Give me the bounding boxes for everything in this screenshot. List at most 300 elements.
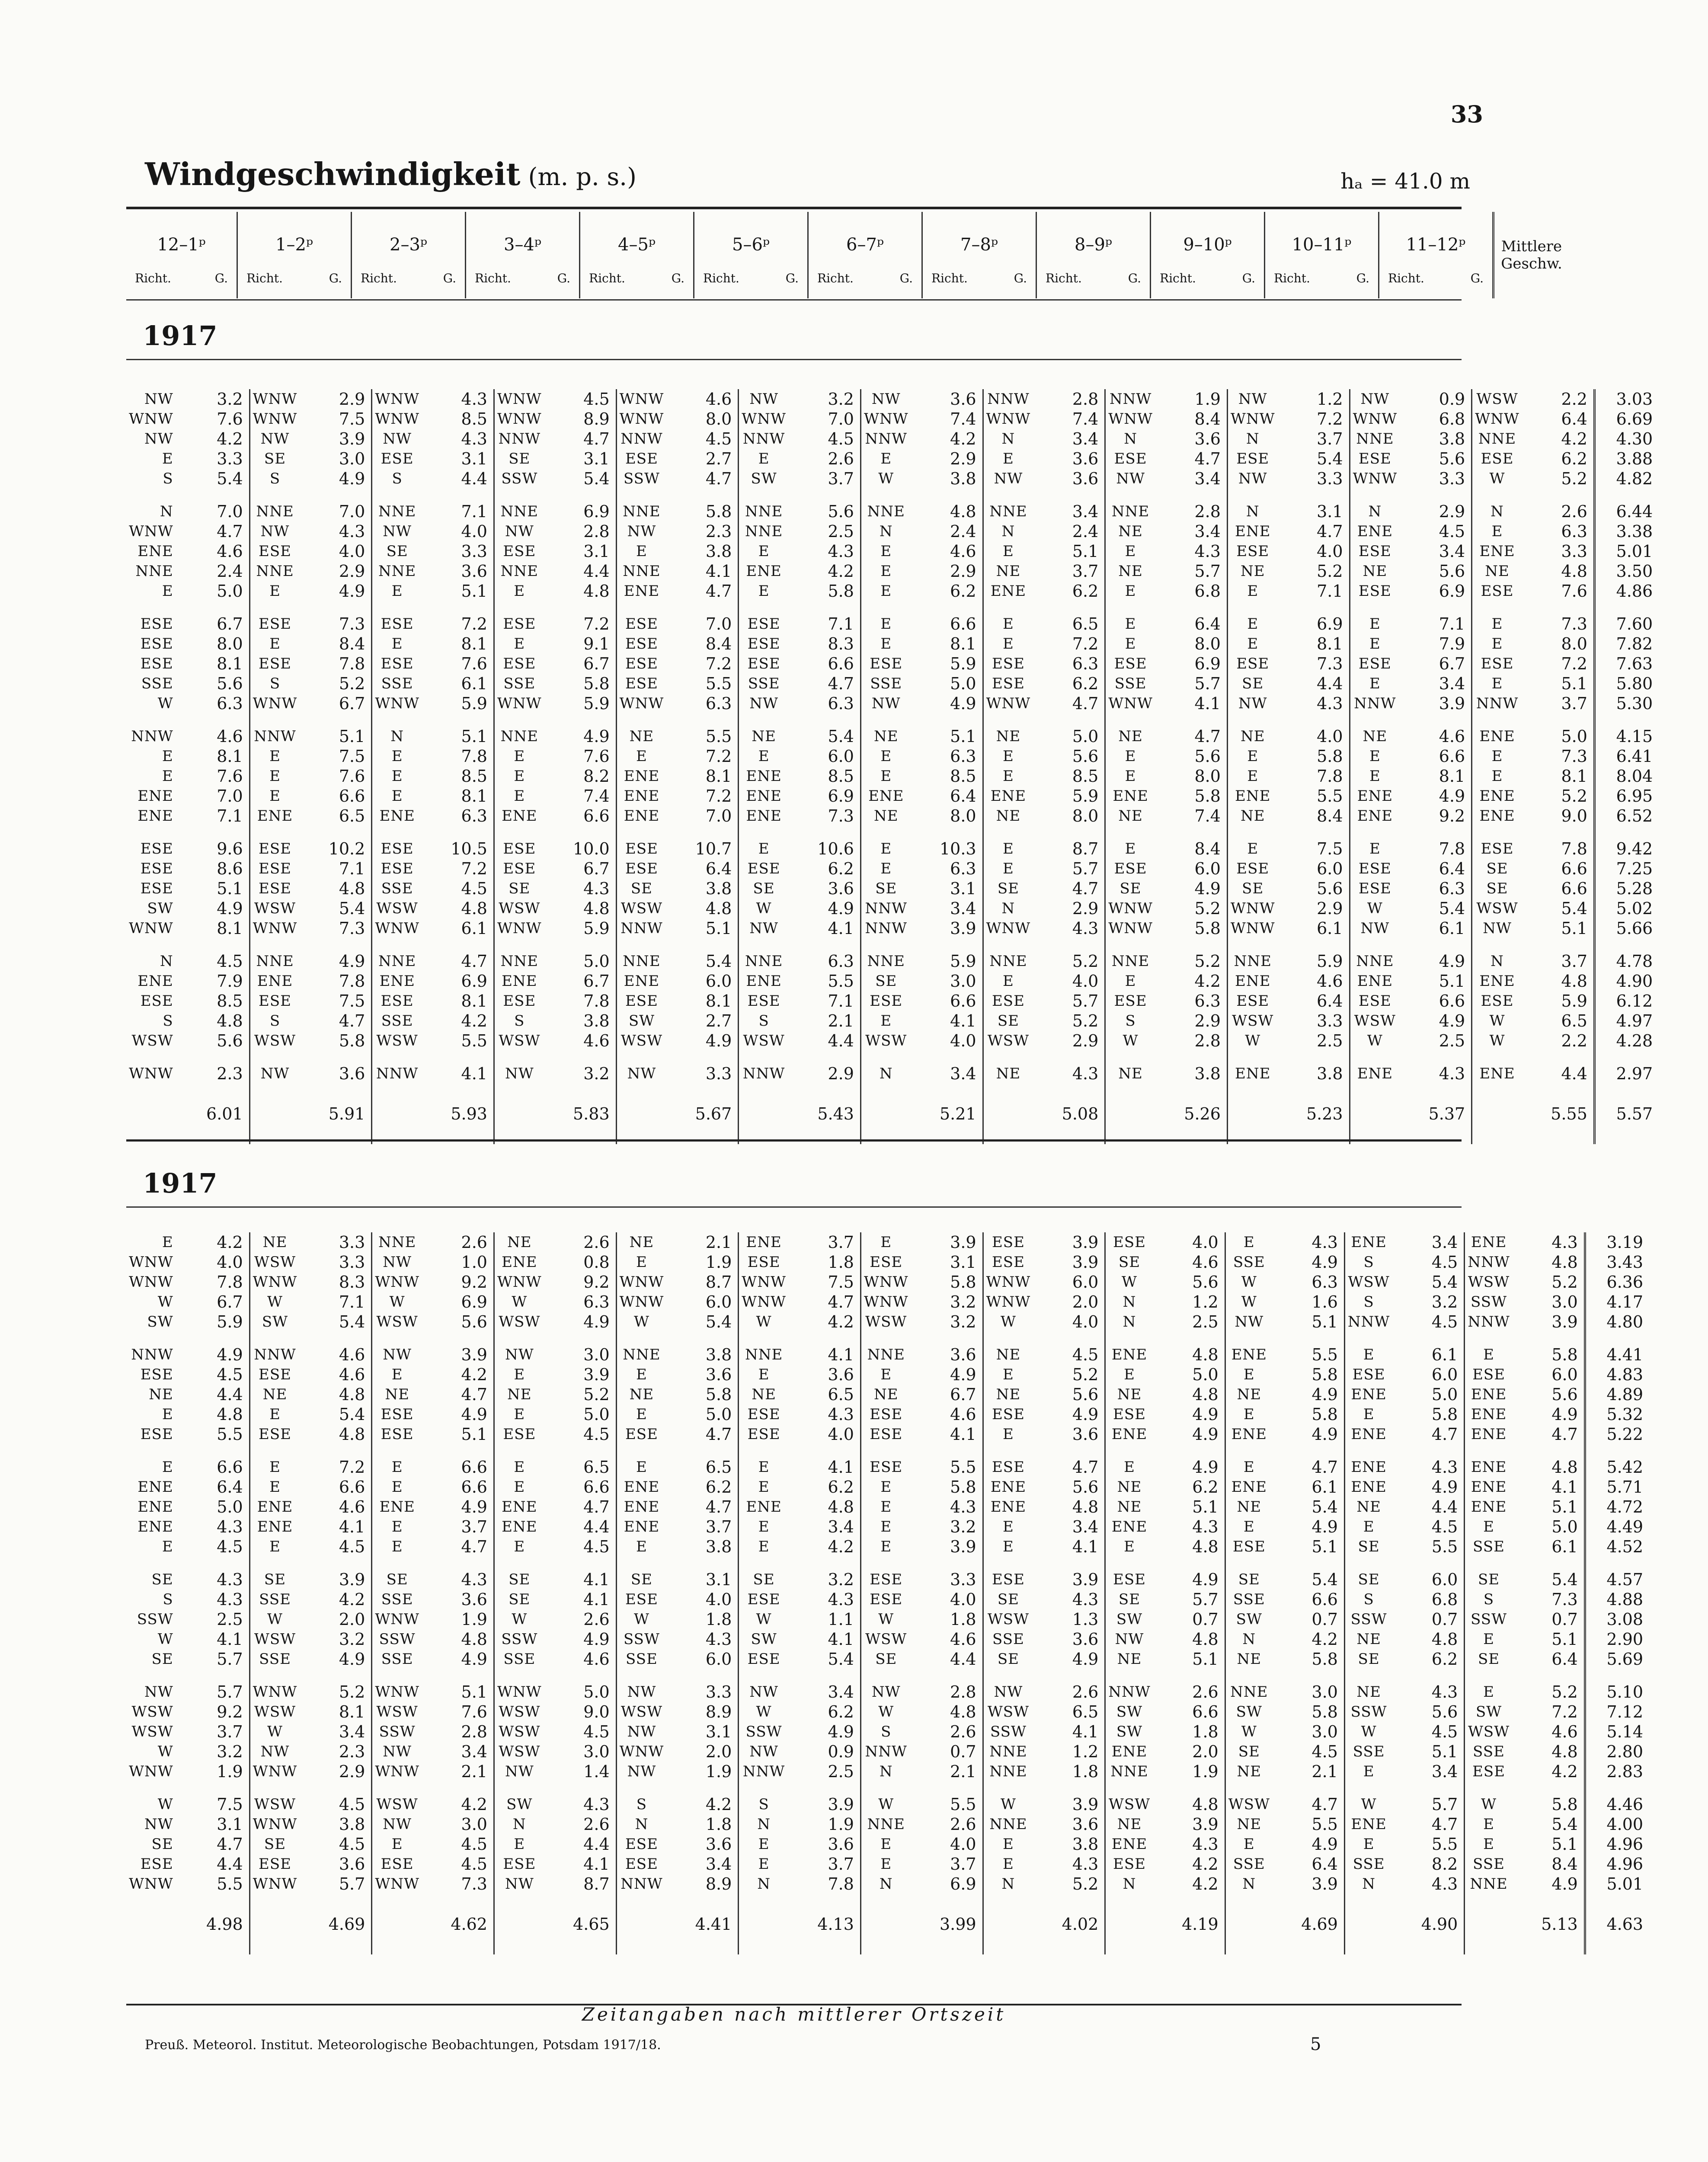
speed-cell: 4.1 [666, 561, 739, 581]
direction-cell: ENE [1231, 1346, 1267, 1363]
speed-cell: 8.5 [1033, 766, 1105, 786]
direction-cell: WNW [129, 1273, 173, 1291]
gap-cell [1344, 1781, 1392, 1794]
direction-cell: NE [1356, 1631, 1381, 1648]
direction-cell: ESE [503, 860, 536, 877]
gap-cell [789, 1051, 861, 1064]
speed-cell: 3.2 [178, 1742, 250, 1762]
direction-cell: ESE [1358, 992, 1391, 1010]
direction-cell: E [514, 1836, 525, 1853]
speed-cell: 4.5 [544, 1424, 617, 1444]
direction-cell: NW [260, 1743, 290, 1760]
subheader [355, 271, 462, 285]
speed-cell: 5.0 [911, 674, 983, 694]
direction-cell: E [758, 1855, 770, 1873]
speed-cell: 5.6 [1400, 561, 1472, 581]
gap-cell [300, 826, 372, 839]
direction-cell: ENE [1235, 787, 1271, 805]
gap-cell [739, 1669, 789, 1682]
speed-cell: 5.7 [1392, 1794, 1465, 1814]
speed-cell: 5.6 [1400, 449, 1472, 469]
speed-cell: 5.4 [1513, 1570, 1585, 1590]
speed-cell: 6.9 [1155, 654, 1228, 674]
direction-cell: E [1247, 615, 1259, 633]
speed-cell: 3.4 [1392, 1762, 1465, 1781]
direction-cell: W [267, 1293, 283, 1311]
speed-cell: 6.8 [1392, 1590, 1465, 1609]
direction-cell: ENE [138, 1478, 173, 1496]
speed-cell: 4.3 [422, 1570, 494, 1590]
direction-cell: ESE [1232, 1538, 1266, 1555]
speed-cell: 8.0 [1155, 634, 1228, 654]
mean-cell: 6.69 [1594, 409, 1673, 429]
speed-cell: 4.8 [911, 1702, 983, 1722]
gap-cell [1227, 489, 1277, 502]
speed-cell: 5.5 [1392, 1834, 1465, 1854]
direction-cell: E [1003, 1366, 1014, 1383]
gap-cell [1465, 1332, 1513, 1345]
table-row [126, 1312, 1664, 1332]
direction-cell: N [879, 1065, 893, 1082]
speed-cell: 0.7 [1392, 1609, 1465, 1629]
gap-cell [422, 489, 494, 502]
direction-cell: E [880, 1518, 892, 1535]
speed-cell: 7.6 [178, 766, 250, 786]
speed-cell: 9.2 [422, 1272, 494, 1292]
direction-cell: ENE [1111, 1518, 1148, 1535]
gap-cell [178, 1051, 250, 1064]
mean-cell: 5.22 [1585, 1424, 1664, 1444]
mean-cell: 4.15 [1594, 726, 1673, 746]
direction-cell: ESE [1481, 450, 1514, 467]
speed-cell: 6.0 [1278, 859, 1350, 879]
speed-cell: 3.9 [1273, 1874, 1345, 1894]
gap-cell [1278, 601, 1350, 614]
direction-cell: E [758, 582, 770, 600]
direction-cell: NNE [867, 1346, 905, 1363]
direction-cell: E [391, 768, 403, 785]
speed-cell: 6.2 [1033, 581, 1105, 601]
mean-cell: 4.83 [1585, 1365, 1664, 1385]
speed-cell: 4.2 [422, 1011, 494, 1031]
speed-cell: 3.6 [666, 1365, 739, 1385]
direction-cell: NW [994, 470, 1023, 487]
gap-cell [739, 1332, 789, 1345]
direction-cell: S [163, 1012, 173, 1030]
speed-cell: 6.4 [1278, 991, 1350, 1011]
speed-cell: 2.3 [300, 1742, 372, 1762]
direction-cell: E [391, 787, 403, 805]
direction-cell: NNW [865, 900, 907, 917]
table-row [126, 766, 1673, 786]
gap-cell [666, 713, 739, 726]
direction-cell: ENE [1111, 1426, 1148, 1443]
data-table [126, 389, 1673, 1144]
speed-cell: 6.3 [911, 859, 983, 879]
direction-cell: SSE [1233, 1254, 1265, 1271]
direction-cell: SSE [1473, 1855, 1505, 1873]
group-gap [126, 938, 1673, 951]
speed-cell: 6.3 [178, 694, 250, 713]
table-row [126, 389, 1673, 409]
speed-cell: 4.5 [1392, 1312, 1465, 1332]
speed-cell: 8.3 [300, 1272, 372, 1292]
gap-cell [1585, 1332, 1664, 1345]
speed-subheader: G. [1128, 271, 1141, 285]
speed-cell: 4.7 [1155, 726, 1228, 746]
direction-cell: NW [627, 523, 656, 540]
direction-cell: ESE [381, 1426, 414, 1443]
table-row [126, 1590, 1664, 1609]
gap-cell [1392, 1444, 1465, 1457]
speed-cell: 3.9 [1033, 1232, 1105, 1252]
speed-cell: 3.3 [1522, 541, 1595, 561]
speed-cell: 7.2 [422, 614, 494, 634]
direction-cell: N [1001, 900, 1015, 917]
direction-cell: SE [1478, 1571, 1500, 1588]
speed-cell: 5.2 [1513, 1272, 1585, 1292]
gap-cell [983, 1444, 1033, 1457]
gap-cell [1400, 826, 1472, 839]
direction-cell: ESE [1113, 1406, 1146, 1423]
direction-subheader: Richt. [703, 271, 739, 285]
direction-cell: ENE [1231, 1478, 1267, 1496]
hour-label: 12–1ᵖ [157, 234, 206, 255]
gap-cell [789, 1557, 861, 1570]
direction-cell: ENE [624, 807, 660, 825]
speed-cell: 4.9 [1153, 1404, 1225, 1424]
direction-cell: E [269, 1538, 281, 1555]
speed-cell: 5.2 [1033, 1874, 1105, 1894]
direction-cell: ENE [1471, 1458, 1507, 1476]
direction-cell: ESE [503, 840, 536, 857]
speed-cell: 2.9 [911, 449, 983, 469]
direction-cell: W [756, 1611, 772, 1628]
direction-cell: ESE [992, 655, 1025, 672]
direction-cell: ESE [870, 1406, 903, 1423]
speed-cell: 5.7 [300, 1874, 372, 1894]
direction-cell: ESE [1481, 992, 1514, 1010]
speed-cell: 4.1 [1155, 694, 1228, 713]
gap-cell [126, 826, 178, 839]
direction-cell: SE [1358, 1650, 1380, 1668]
direction-cell: S [758, 1796, 769, 1813]
speed-cell: 4.3 [178, 1517, 250, 1537]
direction-cell: W [1367, 1032, 1383, 1049]
gap-cell [178, 1332, 250, 1345]
speed-cell: 5.1 [422, 1424, 494, 1444]
direction-cell: WSW [1348, 1273, 1390, 1291]
speed-cell: 1.8 [789, 1252, 861, 1272]
direction-cell: NNE [378, 503, 416, 520]
speed-cell: 3.2 [911, 1517, 983, 1537]
direction-cell: NNW [1476, 695, 1519, 712]
speed-cell: 4.2 [300, 1590, 372, 1609]
gap-cell [1344, 1557, 1392, 1570]
direction-cell: WNW [1475, 410, 1519, 428]
direction-cell: E [1491, 635, 1503, 652]
table-row [126, 541, 1673, 561]
direction-cell: ENE [257, 1518, 293, 1535]
speed-cell: 6.0 [1033, 1272, 1105, 1292]
speed-cell: 6.3 [422, 806, 494, 826]
speed-cell: 4.2 [178, 429, 250, 449]
direction-cell: WSW [1108, 1796, 1151, 1813]
direction-cell: WNW [1108, 900, 1153, 917]
gap-cell [739, 713, 789, 726]
direction-cell: E [1491, 615, 1503, 633]
speed-cell: 1.4 [544, 1762, 617, 1781]
speed-cell: 2.8 [544, 521, 617, 541]
gap-cell [616, 713, 666, 726]
column-header [808, 212, 922, 298]
speed-cell: 4.8 [1513, 1252, 1585, 1272]
direction-cell: ENE [1351, 1386, 1387, 1403]
speed-cell: 6.2 [789, 1477, 861, 1497]
direction-cell: E [1003, 1855, 1014, 1873]
speed-cell: 4.9 [1153, 1424, 1225, 1444]
gap-cell [1522, 489, 1595, 502]
table-header [126, 212, 1569, 298]
direction-cell: WNW [129, 1254, 173, 1271]
gap-cell [544, 1669, 617, 1682]
speed-cell: 3.6 [1033, 1629, 1105, 1649]
speed-cell: 5.6 [1155, 746, 1228, 766]
direction-subheader: Richt. [135, 271, 171, 285]
gap-cell [178, 938, 250, 951]
speed-cell: 5.6 [1033, 1385, 1105, 1404]
direction-cell: SE [386, 1571, 408, 1588]
speed-cell: 7.5 [300, 746, 372, 766]
speed-cell: 2.7 [666, 1011, 739, 1031]
hourly-mean: 5.08 [1033, 1084, 1105, 1144]
speed-cell: 2.6 [544, 1609, 617, 1629]
speed-cell: 8.3 [789, 634, 861, 654]
direction-cell: E [1125, 615, 1136, 633]
direction-cell: W [878, 470, 894, 487]
direction-cell: N [879, 1875, 893, 1893]
speed-cell: 2.9 [911, 561, 983, 581]
direction-cell: N [390, 728, 404, 745]
direction-cell: N [1362, 1875, 1375, 1893]
direction-cell: NE [1237, 1386, 1262, 1403]
speed-cell: 8.7 [1033, 839, 1105, 859]
empty-cell [1227, 1084, 1277, 1144]
direction-cell: ESE [259, 860, 291, 877]
direction-cell: NW [383, 1254, 412, 1271]
group-gap [126, 1781, 1664, 1794]
direction-cell: W [1489, 1032, 1505, 1049]
gap-cell [983, 1669, 1033, 1682]
speed-cell: 5.5 [911, 1794, 983, 1814]
gap-cell [1472, 489, 1522, 502]
speed-cell: 6.1 [1400, 918, 1472, 938]
gap-cell [494, 938, 544, 951]
mean-cell: 4.89 [1585, 1385, 1664, 1404]
speed-cell: 4.3 [1153, 1834, 1225, 1854]
direction-cell: ESE [625, 635, 658, 652]
table-row [126, 971, 1673, 991]
direction-cell: NE [1117, 1650, 1142, 1668]
direction-cell: E [1243, 1518, 1255, 1535]
gap-cell [1105, 938, 1155, 951]
direction-cell: SE [151, 1836, 173, 1853]
gap-cell [178, 601, 250, 614]
speed-cell: 7.8 [1278, 766, 1350, 786]
speed-cell: 7.0 [178, 502, 250, 521]
direction-cell: N [1001, 1875, 1015, 1893]
speed-cell: 3.2 [789, 389, 861, 409]
gap-cell [249, 1781, 300, 1794]
table-row [126, 1385, 1664, 1404]
direction-cell: E [1243, 1836, 1255, 1853]
speed-subheader: G. [1014, 271, 1027, 285]
gap-cell [1033, 826, 1105, 839]
direction-cell: SSE [1353, 1743, 1385, 1760]
direction-cell: E [1247, 840, 1259, 857]
mean-cell: 6.36 [1585, 1272, 1664, 1292]
speed-cell: 2.5 [1400, 1031, 1472, 1051]
direction-cell: ENE [257, 1498, 293, 1516]
empty-cell [1225, 1894, 1273, 1954]
gap-cell [494, 601, 544, 614]
speed-cell: 6.6 [1400, 746, 1472, 766]
direction-cell: S [269, 1012, 281, 1030]
speed-cell: 7.5 [178, 1794, 250, 1814]
direction-cell: SE [509, 1571, 531, 1588]
direction-cell: NE [996, 1346, 1021, 1363]
direction-cell: NE [1240, 728, 1265, 745]
direction-cell: NE [1118, 807, 1143, 825]
speed-cell: 7.4 [544, 786, 617, 806]
speed-cell: 7.6 [422, 654, 494, 674]
direction-cell: ENE [379, 807, 415, 825]
table-row [126, 1011, 1673, 1031]
gap-cell [372, 826, 422, 839]
gap-cell [494, 1669, 544, 1682]
direction-cell: SE [875, 880, 897, 897]
direction-cell: SSE [141, 675, 173, 692]
speed-cell: 4.6 [1278, 971, 1350, 991]
direction-cell: E [1483, 1816, 1494, 1833]
hourly-mean: 5.13 [1513, 1894, 1585, 1954]
hourly-mean: 4.98 [178, 1894, 250, 1954]
speed-cell: 3.9 [911, 918, 983, 938]
speed-cell: 4.3 [544, 1794, 617, 1814]
direction-cell: E [880, 860, 892, 877]
speed-cell: 4.0 [666, 1590, 739, 1609]
column-header [466, 212, 580, 298]
speed-cell: 5.6 [789, 502, 861, 521]
subheader [1268, 271, 1375, 285]
direction-cell: SE [997, 1012, 1019, 1030]
direction-cell: W [633, 1313, 649, 1330]
direction-cell: NE [1356, 1498, 1381, 1516]
speed-cell: 4.0 [911, 1590, 983, 1609]
gap-cell [544, 938, 617, 951]
speed-cell: 7.8 [789, 1874, 861, 1894]
speed-cell: 4.0 [911, 1834, 983, 1854]
speed-cell: 4.3 [1033, 918, 1105, 938]
speed-cell: 5.5 [1273, 1814, 1345, 1834]
direction-cell: ENE [624, 768, 660, 785]
gap-cell [1227, 826, 1277, 839]
subheader [1154, 271, 1261, 285]
speed-cell: 8.0 [1155, 766, 1228, 786]
speed-cell: 8.4 [1278, 806, 1350, 826]
direction-cell: W [1123, 1032, 1139, 1049]
speed-cell: 5.6 [1513, 1385, 1585, 1404]
speed-cell: 5.6 [178, 674, 250, 694]
gap-cell [616, 1557, 666, 1570]
gap-cell [860, 826, 911, 839]
speed-cell: 3.0 [911, 971, 983, 991]
speed-cell: 4.7 [1155, 449, 1228, 469]
speed-cell: 3.3 [911, 1570, 983, 1590]
direction-cell: ESE [625, 615, 658, 633]
direction-cell: WNW [497, 390, 542, 408]
gap-cell [1472, 1051, 1522, 1064]
speed-cell: 7.2 [666, 786, 739, 806]
gap-cell [300, 489, 372, 502]
direction-cell: E [1125, 543, 1136, 560]
speed-cell: 4.2 [789, 1537, 861, 1557]
direction-cell: E [1363, 1836, 1375, 1853]
direction-cell: ESE [140, 1426, 173, 1443]
direction-cell: E [1124, 1458, 1135, 1476]
speed-cell: 4.5 [300, 1794, 372, 1814]
speed-cell: 5.0 [1392, 1385, 1465, 1404]
speed-cell: 8.1 [1522, 766, 1595, 786]
gap-cell [860, 489, 911, 502]
speed-cell: 4.5 [1392, 1722, 1465, 1742]
gap-cell [1522, 601, 1595, 614]
table-row [126, 1794, 1664, 1814]
direction-cell: E [1125, 748, 1136, 765]
direction-cell: WNW [1230, 920, 1275, 937]
speed-cell: 5.7 [1155, 674, 1228, 694]
direction-cell: NE [262, 1234, 288, 1251]
direction-cell: ESE [381, 992, 414, 1010]
gap-cell [789, 938, 861, 951]
speed-cell: 5.8 [1155, 918, 1228, 938]
column-header [922, 212, 1036, 298]
direction-cell: NE [1237, 1498, 1262, 1516]
speed-cell: 5.9 [178, 1312, 250, 1332]
direction-cell: ESE [1113, 1234, 1146, 1251]
direction-cell: WNW [129, 1763, 173, 1780]
speed-cell: 3.3 [300, 1252, 372, 1272]
speed-cell: 7.6 [178, 409, 250, 429]
mean-cell: 4.46 [1585, 1794, 1664, 1814]
speed-cell: 8.5 [422, 409, 494, 429]
speed-cell: 8.1 [666, 766, 739, 786]
direction-cell: SE [151, 1650, 173, 1668]
speed-cell: 5.0 [544, 951, 617, 971]
gap-cell [300, 1781, 372, 1794]
gap-cell [422, 1051, 494, 1064]
speed-cell: 3.7 [789, 469, 861, 489]
direction-cell: ESE [747, 1406, 780, 1423]
direction-cell: SE [264, 1836, 286, 1853]
speed-cell: 8.2 [544, 766, 617, 786]
empty-cell [372, 1084, 422, 1144]
hour-label: 9–10ᵖ [1183, 234, 1232, 255]
table-row [126, 1722, 1664, 1742]
direction-cell: ESE [992, 992, 1025, 1010]
direction-cell: ENE [1235, 972, 1271, 990]
gap-cell [739, 938, 789, 951]
